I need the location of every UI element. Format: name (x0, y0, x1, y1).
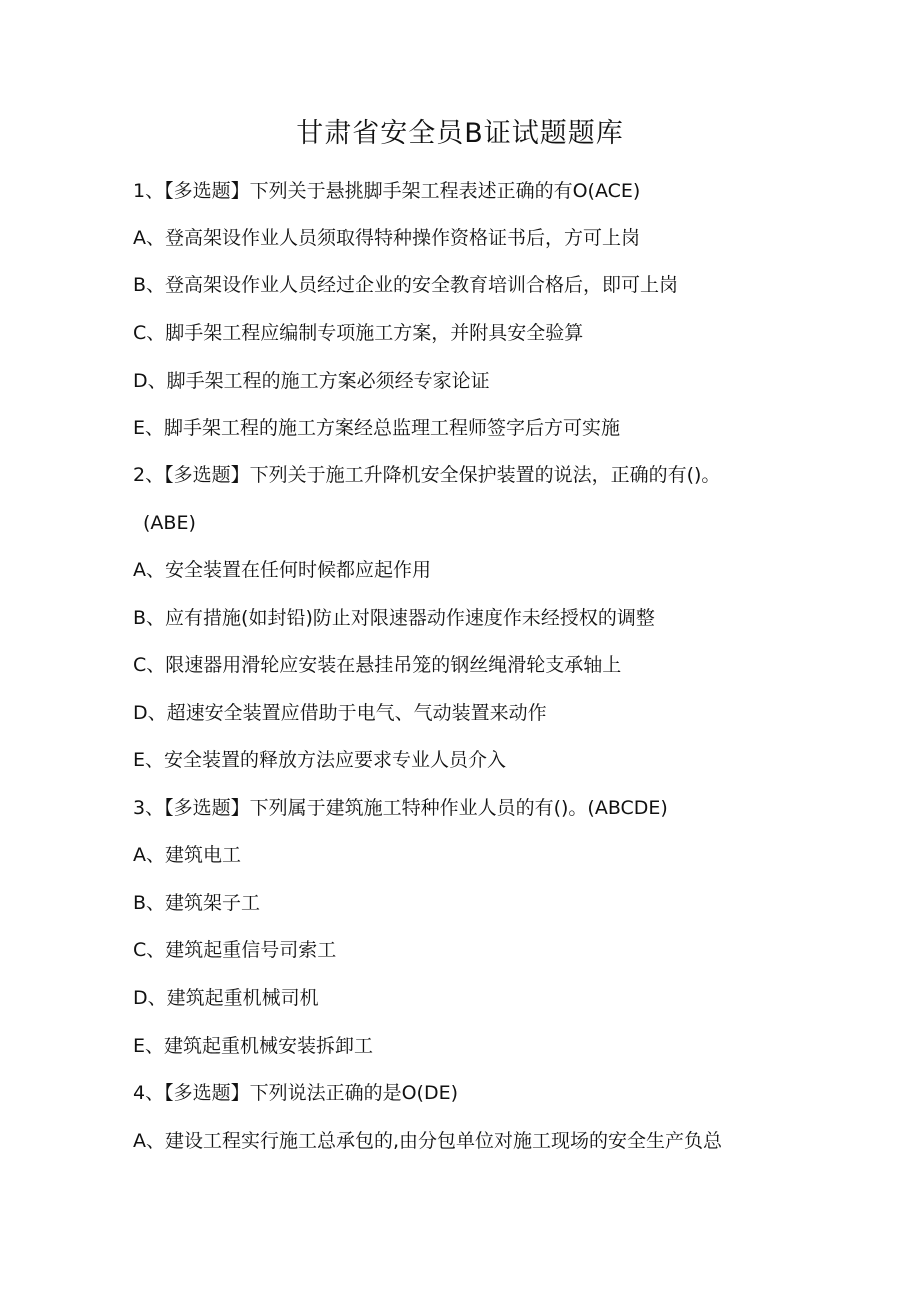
question-3-option-e: E、建筑起重机械安装拆卸工 (133, 1035, 374, 1057)
question-4-option-a: A、建设工程实行施工总承包的,由分包单位对施工现场的安全生产负总 (133, 1130, 723, 1152)
question-2-option-e: E、安全装置的释放方法应要求专业人员介入 (133, 749, 507, 771)
question-2-stem: 2、【多选题】下列关于施工升降机安全保护装置的说法，正确的有()。 (133, 464, 721, 486)
question-2-option-d: D、超速安全装置应借助于电气、气动装置来动作 (133, 702, 547, 724)
question-1-option-e: E、脚手架工程的施工方案经总监理工程师签字后方可实施 (133, 417, 621, 439)
question-2-answer: (ABE) (143, 512, 196, 534)
question-2-option-a: A、安全装置在任何时候都应起作用 (133, 559, 431, 581)
question-2-option-c: C、限速器用滑轮应安装在悬挂吊笼的钢丝绳滑轮支承轴上 (133, 654, 622, 676)
document-title: 甘肃省安全员B证试题题库 (296, 118, 624, 149)
question-3-option-c: C、建筑起重信号司索工 (133, 939, 337, 961)
question-1-option-b: B、登高架设作业人员经过企业的安全教育培训合格后，即可上岗 (133, 274, 679, 296)
question-4-stem: 4、【多选题】下列说法正确的是O(DE) (133, 1082, 459, 1104)
question-1-option-d: D、脚手架工程的施工方案必须经专家论证 (133, 370, 490, 392)
question-3-option-a: A、建筑电工 (133, 844, 241, 866)
question-1-stem: 1、【多选题】下列关于悬挑脚手架工程表述正确的有O(ACE) (133, 180, 641, 202)
question-3-option-d: D、建筑起重机械司机 (133, 987, 319, 1009)
question-3-option-b: B、建筑架子工 (133, 892, 261, 914)
question-1-option-c: C、脚手架工程应编制专项施工方案，并附具安全验算 (133, 322, 584, 344)
question-2-option-b: B、应有措施(如封铅)防止对限速器动作速度作未经授权的调整 (133, 607, 655, 629)
question-3-stem: 3、【多选题】下列属于建筑施工特种作业人员的有()。(ABCDE) (133, 797, 668, 819)
question-1-option-a: A、登高架设作业人员须取得特种操作资格证书后，方可上岗 (133, 227, 640, 249)
